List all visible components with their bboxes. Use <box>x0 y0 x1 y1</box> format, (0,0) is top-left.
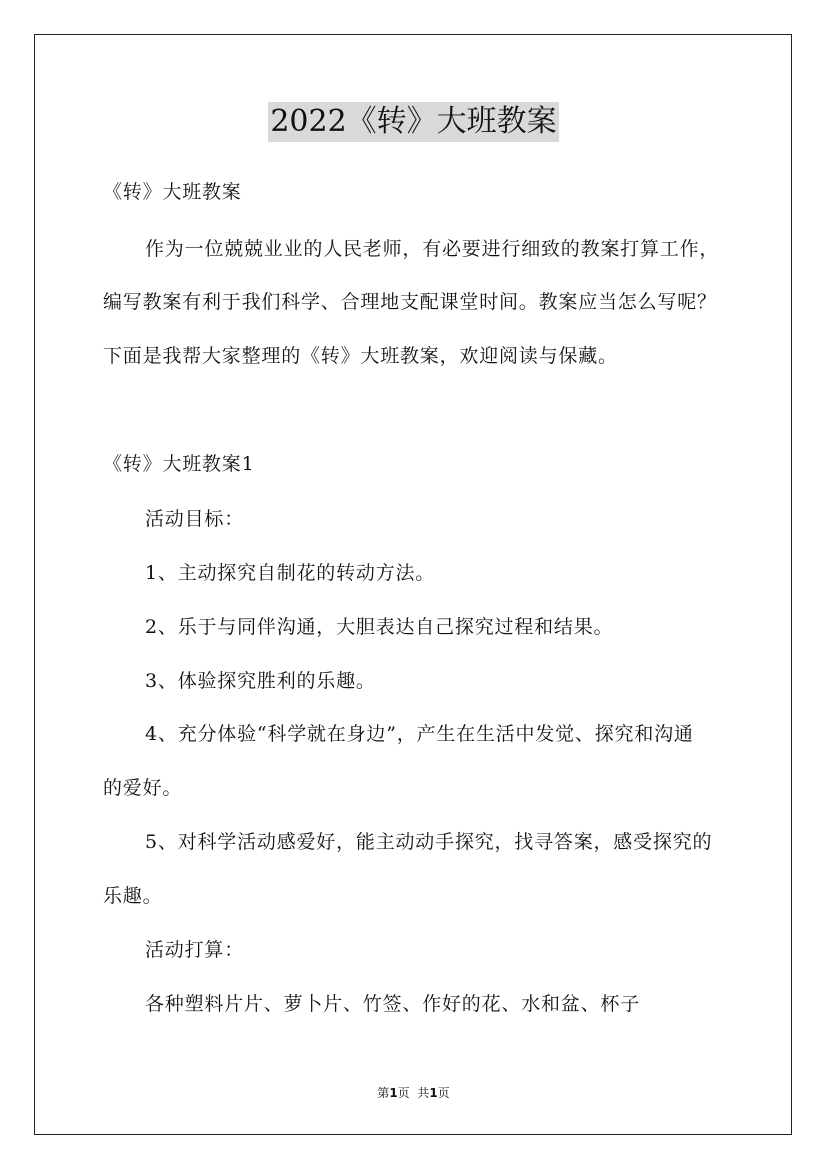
goal-item-5: 5、对科学活动感爱好，能主动动手探究，找寻答案，感受探究的 <box>145 831 713 853</box>
intro-line-3: 下面是我帮大家整理的《转》大班教案，欢迎阅读与保藏。 <box>103 345 618 367</box>
prep-heading: 活动打算： <box>145 939 245 961</box>
footer-suffix: 页 <box>437 1086 450 1100</box>
intro-line-2: 编写教案有利于我们科学、合理地支配课堂时间。教案应当怎么写呢？ <box>103 291 717 313</box>
footer-middle: 页 共 <box>397 1086 430 1100</box>
document-title: 2022《转》大班教案 <box>268 102 558 142</box>
goal-item-2: 2、乐于与同伴沟通，大胆表达自己探究过程和结果。 <box>145 616 614 638</box>
title-container <box>0 102 827 142</box>
footer-page-number: 1 <box>389 1086 398 1100</box>
section-heading: 《转》大班教案1 <box>103 453 255 475</box>
goal-item-4: 4、充分体验“科学就在身边”，产生在生活中发觉、探究和沟通 <box>145 723 694 745</box>
goals-heading: 活动目标： <box>145 508 245 530</box>
prep-items: 各种塑料片片、萝卜片、竹签、作好的花、水和盆、杯子 <box>145 993 641 1015</box>
goal-item-3: 3、体验探究胜利的乐趣。 <box>145 670 376 692</box>
footer-total-pages: 1 <box>429 1086 438 1100</box>
goal-item-1: 1、主动探究自制花的转动方法。 <box>145 562 436 584</box>
intro-line-1: 作为一位兢兢业业的人民老师，有必要进行细致的教案打算工作， <box>145 238 720 260</box>
subtitle: 《转》大班教案 <box>103 181 242 203</box>
footer-prefix: 第 <box>377 1086 390 1100</box>
goal-item-4-cont: 的爱好。 <box>103 777 183 799</box>
goal-item-5-cont: 乐趣。 <box>103 885 163 907</box>
page-footer <box>0 1085 827 1101</box>
